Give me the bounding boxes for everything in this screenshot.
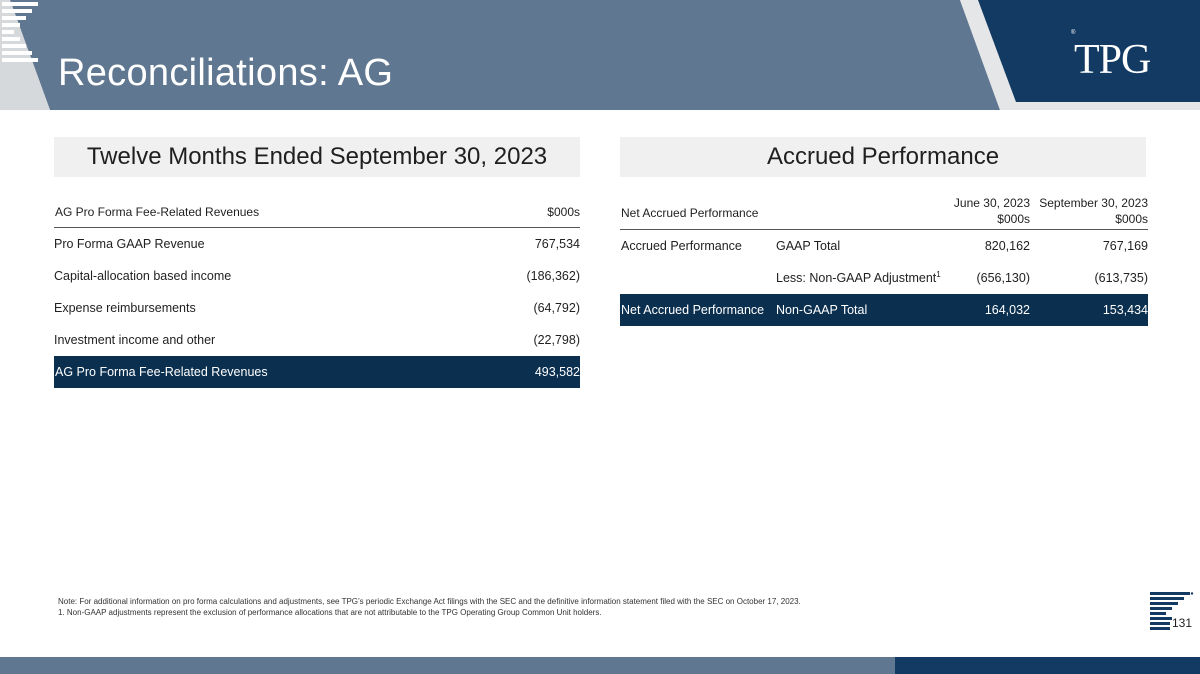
row-value-september: (613,735)	[1094, 271, 1148, 285]
footnote-marker: 1	[936, 269, 941, 279]
row-label: Investment income and other	[54, 333, 216, 347]
page-title: Reconciliations: AG	[58, 52, 394, 94]
table-row	[54, 228, 580, 260]
row-value: 767,534	[534, 237, 580, 251]
column-header-units: $000s	[547, 204, 580, 219]
row-label: Pro Forma GAAP Revenue	[54, 237, 205, 251]
row-value: (22,798)	[533, 333, 580, 347]
footnote-1: 1. Non-GAAP adjustments represent the exclusion of performance allocations that are not attributable to the TPG Operating Group Common Unit holders.	[58, 608, 602, 617]
table-row	[620, 230, 1148, 262]
column-header-september-date: September 30, 2023	[1039, 196, 1148, 210]
tpg-logo-icon	[0, 0, 140, 62]
total-value-september: 153,434	[1102, 303, 1148, 317]
table-row	[54, 292, 580, 324]
footnote-general: Note: For additional information on pro forma calculations and adjustments, see TPG’s periodic Exchange Act filings with the SEC and the definitive information statement filed with the SEC on October 17, 2023.	[58, 597, 801, 606]
right-section-heading: Accrued Performance	[620, 137, 1146, 177]
row-value-september: 767,169	[1102, 239, 1148, 253]
accrued-performance-table	[620, 194, 1148, 326]
row-label: GAAP Total	[776, 239, 841, 253]
column-header-june-date: June 30, 2023	[953, 196, 1030, 210]
column-header-june	[950, 195, 1030, 227]
column-header-june-units: $000s	[997, 212, 1030, 226]
row-label: Less: Non-GAAP Adjustment	[776, 271, 937, 285]
column-header-september-units: $000s	[1115, 212, 1148, 226]
table-row	[54, 324, 580, 356]
total-value: 493,582	[534, 365, 580, 379]
row-label-with-footnote	[776, 271, 950, 285]
table-header-row	[620, 194, 1148, 230]
footnotes	[58, 596, 801, 618]
footer-band	[0, 657, 1200, 674]
page-number: 131	[1172, 616, 1193, 630]
total-value-june: 164,032	[984, 303, 1030, 317]
table-row	[620, 262, 1148, 294]
column-header-label: Net Accrued Performance	[621, 205, 759, 220]
fee-related-revenues-table	[54, 196, 580, 388]
row-value-june: (656,130)	[976, 271, 1030, 285]
table-total-row	[620, 294, 1148, 326]
row-value-june: 820,162	[984, 239, 1030, 253]
row-label: Capital-allocation based income	[54, 269, 232, 283]
column-header-label: AG Pro Forma Fee-Related Revenues	[55, 204, 260, 219]
logo-registered-mark: ®	[1071, 30, 1076, 36]
row-value: (64,792)	[533, 301, 580, 315]
column-header-september	[1030, 195, 1148, 227]
row-label: Expense reimbursements	[54, 301, 196, 315]
row-category: Accrued Performance	[621, 239, 742, 253]
total-label: Non-GAAP Total	[776, 303, 868, 317]
total-category: Net Accrued Performance	[621, 303, 765, 317]
total-label: AG Pro Forma Fee-Related Revenues	[55, 365, 268, 379]
table-row	[54, 260, 580, 292]
logo-wordmark: TPG	[1074, 37, 1151, 83]
header-band	[0, 0, 1200, 110]
table-total-row	[54, 356, 580, 388]
table-header-row	[54, 196, 580, 228]
row-value: (186,362)	[526, 269, 580, 283]
left-section-heading: Twelve Months Ended September 30, 2023	[54, 137, 580, 177]
